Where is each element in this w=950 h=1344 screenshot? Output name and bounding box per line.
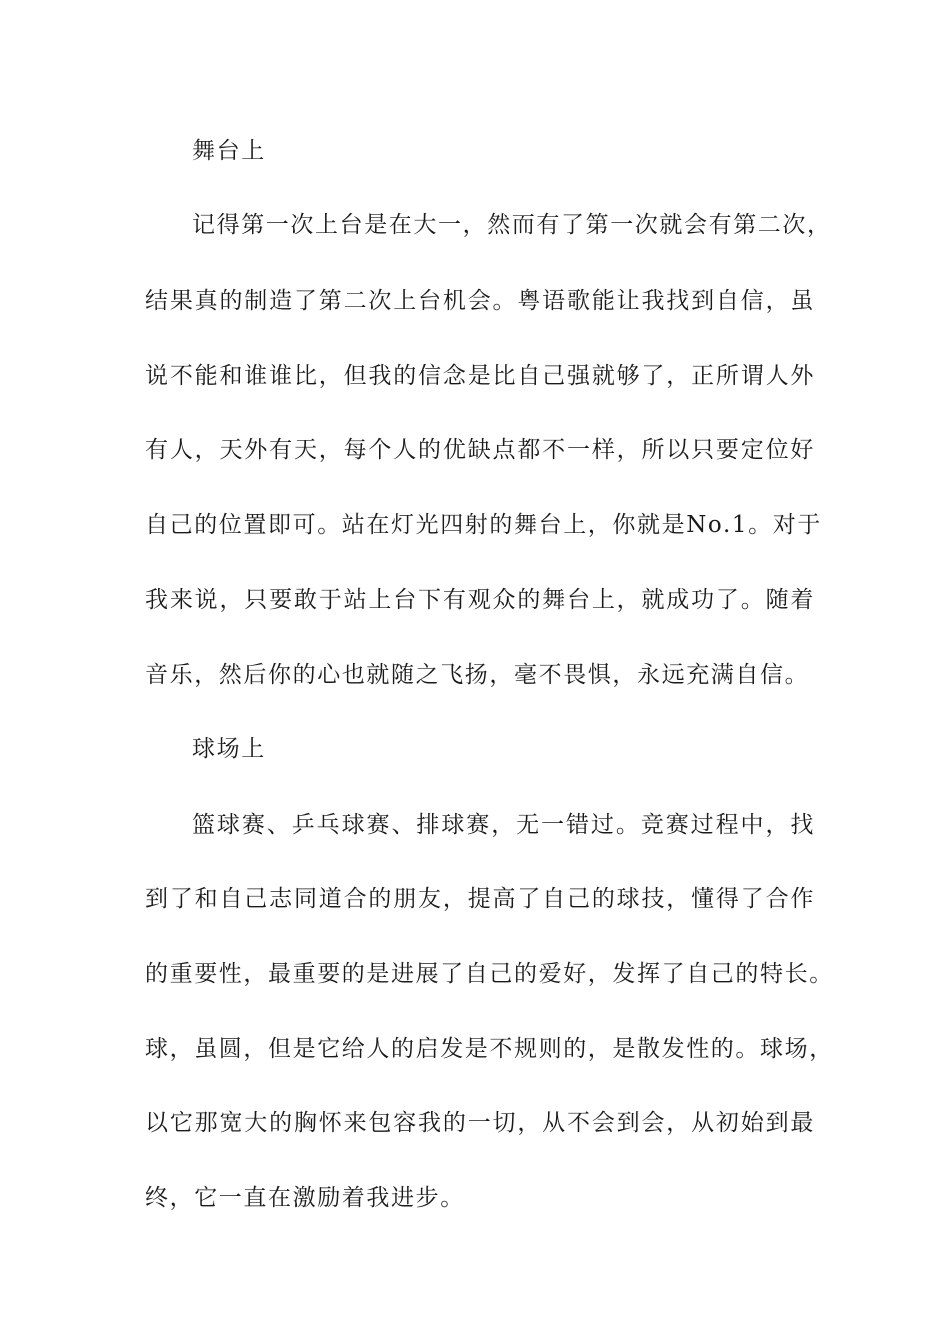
section-heading-court: 球场上 bbox=[192, 736, 266, 762]
paragraph-line: 我来说，只要敢于站上台下有观众的舞台上，就成功了。随着 bbox=[145, 587, 815, 613]
paragraph-line: 记得第一次上台是在大一，然而有了第一次就会有第二次， bbox=[192, 212, 832, 238]
paragraph-line: 到了和自己志同道合的朋友，提高了自己的球技，懂得了合作 bbox=[145, 886, 815, 912]
paragraph-line: 自己的位置即可。站在灯光四射的舞台上，你就是No.1。对于 bbox=[145, 512, 822, 538]
paragraph-line: 结果真的制造了第二次上台机会。粤语歌能让我找到自信，虽 bbox=[145, 288, 815, 314]
section-heading-stage: 舞台上 bbox=[192, 138, 266, 164]
paragraph-line: 终，它一直在激励着我进步。 bbox=[145, 1185, 465, 1211]
paragraph-line: 有人，天外有天，每个人的优缺点都不一样，所以只要定位好 bbox=[145, 437, 815, 463]
paragraph-line: 篮球赛、乒乓球赛、排球赛，无一错过。竞赛过程中，找 bbox=[192, 812, 815, 838]
paragraph-line: 音乐，然后你的心也就随之飞扬，毫不畏惧，永远充满自信。 bbox=[145, 662, 810, 688]
paragraph-line: 以它那宽大的胸怀来包容我的一切，从不会到会，从初始到最 bbox=[145, 1110, 815, 1136]
paragraph-line: 球，虽圆，但是它给人的启发是不规则的，是散发性的。球场， bbox=[145, 1036, 834, 1062]
paragraph-line: 的重要性，最重要的是进展了自己的爱好，发挥了自己的特长。 bbox=[145, 961, 834, 987]
paragraph-line: 说不能和谁谁比，但我的信念是比自己强就够了，正所谓人外 bbox=[145, 363, 815, 389]
